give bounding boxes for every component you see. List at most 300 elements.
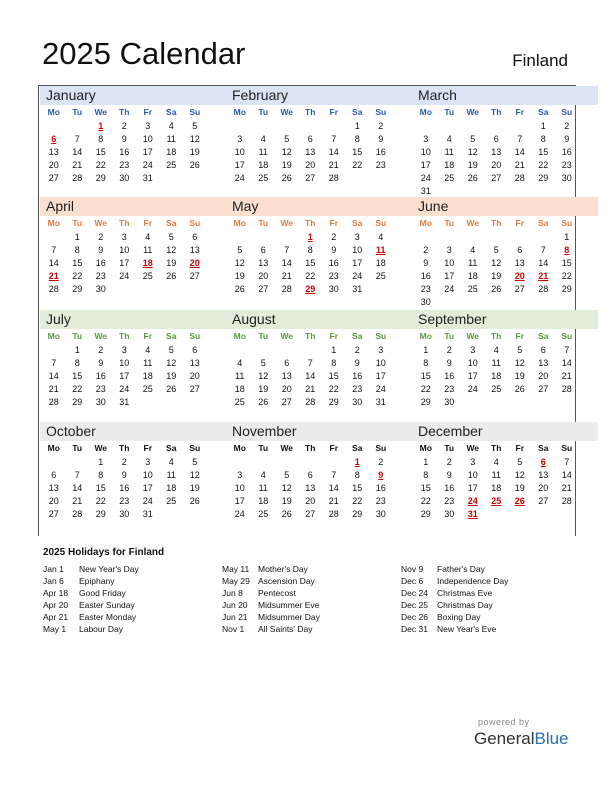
weekday-label: Tu xyxy=(258,218,269,228)
weekday-label: Th xyxy=(119,331,130,341)
day-grid xyxy=(226,344,412,409)
holiday-date: Jun 21 xyxy=(222,612,248,622)
empty-cell xyxy=(275,344,299,357)
empty-cell xyxy=(42,231,66,244)
page-title: 2025 Calendar xyxy=(42,36,246,71)
month-title: January xyxy=(40,86,226,105)
day-cell: 5 xyxy=(470,134,476,144)
weekday-label: Mo xyxy=(47,331,60,341)
day-cell: 13 xyxy=(281,371,292,381)
day-cell: 13 xyxy=(189,358,200,368)
holiday-name: Pentecost xyxy=(258,588,296,598)
day-cell: 20 xyxy=(258,271,269,281)
day-cell: 3 xyxy=(470,457,476,467)
day-cell: 5 xyxy=(168,345,174,355)
day-cell: 10 xyxy=(119,245,130,255)
day-cell: 9 xyxy=(564,134,570,144)
weekday-label: Tu xyxy=(444,331,455,341)
holiday-row xyxy=(401,623,508,635)
day-cell: 14 xyxy=(72,147,83,157)
holiday-date: Apr 20 xyxy=(43,600,69,610)
empty-cell xyxy=(42,120,66,133)
weekday-label: Su xyxy=(561,218,573,228)
weekday-label: Mo xyxy=(47,107,60,117)
weekday-label: Tu xyxy=(72,107,83,117)
day-cell: 15 xyxy=(420,371,431,381)
day-cell: 31 xyxy=(142,173,153,183)
day-cell: 25 xyxy=(444,173,455,183)
day-cell: 17 xyxy=(420,160,431,170)
day-cell: 17 xyxy=(119,371,130,381)
day-cell: 31 xyxy=(420,186,431,196)
day-cell: 21 xyxy=(72,160,83,170)
day-grid xyxy=(412,456,598,521)
day-cell: 18 xyxy=(234,384,245,394)
weekday-label: Th xyxy=(305,443,316,453)
weekday-label: Fr xyxy=(143,107,152,117)
holiday-name: Father's Day xyxy=(437,564,485,574)
day-grid xyxy=(412,344,598,409)
weekday-label: We xyxy=(466,107,480,117)
day-cell: 18 xyxy=(142,371,153,381)
holiday-date: May 1 xyxy=(43,624,67,634)
day-cell: 19 xyxy=(514,483,525,493)
day-cell: 17 xyxy=(119,258,130,268)
day-cell: 2 xyxy=(98,345,104,355)
day-cell: 27 xyxy=(538,384,549,394)
day-cell: 16 xyxy=(352,371,363,381)
month-june xyxy=(412,197,598,309)
day-cell: 12 xyxy=(166,245,177,255)
day-cell: 17 xyxy=(444,271,455,281)
day-cell: 25 xyxy=(375,271,386,281)
day-cell: 17 xyxy=(234,496,245,506)
holiday-row xyxy=(401,599,508,611)
holiday-row xyxy=(222,587,320,599)
holiday-name: New Year's Day xyxy=(79,564,139,574)
day-cell: 12 xyxy=(234,258,245,268)
day-cell: 22 xyxy=(95,160,106,170)
holiday-row xyxy=(43,611,139,623)
day-cell: 15 xyxy=(72,371,83,381)
day-cell: 13 xyxy=(538,358,549,368)
day-cell: 28 xyxy=(72,509,83,519)
holidays-column xyxy=(401,563,508,635)
month-title: December xyxy=(412,422,598,441)
weekday-label: Sa xyxy=(166,218,177,228)
day-cell: 3 xyxy=(378,345,384,355)
day-cell: 17 xyxy=(142,483,153,493)
day-cell: 12 xyxy=(491,258,502,268)
day-cell: 20 xyxy=(538,371,549,381)
weekday-header xyxy=(40,216,226,231)
day-cell: 1 xyxy=(564,232,570,242)
day-cell: 8 xyxy=(98,134,104,144)
day-cell: 21 xyxy=(328,160,339,170)
day-cell: 2 xyxy=(423,245,429,255)
day-cell: 5 xyxy=(192,121,198,131)
weekday-label: Su xyxy=(189,443,201,453)
day-cell: 6 xyxy=(192,345,198,355)
day-cell: 3 xyxy=(145,457,151,467)
day-cell: 7 xyxy=(51,245,57,255)
day-cell: 5 xyxy=(284,134,290,144)
day-cell: 1 xyxy=(74,232,80,242)
weekday-label: Fr xyxy=(329,218,338,228)
day-cell: 28 xyxy=(538,284,549,294)
day-cell: 21 xyxy=(72,496,83,506)
weekday-label: Mo xyxy=(233,331,246,341)
day-cell: 20 xyxy=(491,160,502,170)
day-cell: 1 xyxy=(354,457,360,467)
day-cell: 29 xyxy=(95,173,106,183)
weekday-label: Tu xyxy=(444,107,455,117)
day-cell: 18 xyxy=(491,371,502,381)
day-cell: 25 xyxy=(467,284,478,294)
day-cell: 30 xyxy=(444,509,455,519)
holiday-row xyxy=(222,563,320,575)
day-cell: 19 xyxy=(467,160,478,170)
day-cell: 23 xyxy=(375,160,386,170)
day-cell: 10 xyxy=(352,245,363,255)
day-cell: 9 xyxy=(446,470,452,480)
day-cell: 5 xyxy=(493,245,499,255)
weekday-label: Tu xyxy=(258,107,269,117)
day-cell: 6 xyxy=(284,358,290,368)
day-cell: 24 xyxy=(444,284,455,294)
holiday-row xyxy=(43,563,139,575)
month-title: November xyxy=(226,422,412,441)
day-cell: 21 xyxy=(48,271,59,281)
day-cell: 7 xyxy=(517,134,523,144)
day-cell: 7 xyxy=(51,358,57,368)
day-cell: 20 xyxy=(514,271,525,281)
weekday-label: We xyxy=(466,443,480,453)
day-cell: 6 xyxy=(540,345,546,355)
day-cell: 22 xyxy=(72,384,83,394)
day-cell: 3 xyxy=(121,232,127,242)
brand-logo[interactable] xyxy=(474,729,569,749)
weekday-label: Su xyxy=(375,218,387,228)
day-cell: 29 xyxy=(95,509,106,519)
day-cell: 2 xyxy=(446,457,452,467)
weekday-label: Fr xyxy=(515,331,524,341)
day-cell: 23 xyxy=(420,284,431,294)
month-january xyxy=(40,86,226,185)
day-cell: 26 xyxy=(281,509,292,519)
weekday-label: Su xyxy=(561,331,573,341)
empty-cell xyxy=(299,456,323,469)
weekday-label: Su xyxy=(561,443,573,453)
day-cell: 9 xyxy=(331,245,337,255)
empty-cell xyxy=(228,231,252,244)
day-cell: 29 xyxy=(420,509,431,519)
month-september xyxy=(412,310,598,409)
day-grid xyxy=(40,456,226,521)
day-cell: 4 xyxy=(493,457,499,467)
day-cell: 18 xyxy=(467,271,478,281)
day-cell: 26 xyxy=(258,397,269,407)
day-cell: 27 xyxy=(189,271,200,281)
day-cell: 17 xyxy=(142,147,153,157)
powered-by: powered by xyxy=(478,717,530,727)
weekday-label: Su xyxy=(189,218,201,228)
day-cell: 26 xyxy=(467,173,478,183)
empty-cell xyxy=(42,456,66,469)
weekday-label: Mo xyxy=(47,218,60,228)
day-grid xyxy=(226,120,412,185)
day-cell: 30 xyxy=(119,509,130,519)
empty-cell xyxy=(275,120,299,133)
day-cell: 11 xyxy=(166,134,176,144)
day-cell: 1 xyxy=(540,121,546,131)
day-cell: 17 xyxy=(352,258,363,268)
day-cell: 8 xyxy=(540,134,546,144)
day-cell: 10 xyxy=(119,358,130,368)
day-cell: 1 xyxy=(423,345,429,355)
weekday-header xyxy=(412,216,598,231)
day-cell: 14 xyxy=(72,483,83,493)
day-cell: 14 xyxy=(305,371,316,381)
day-cell: 27 xyxy=(514,284,525,294)
day-cell: 11 xyxy=(468,258,478,268)
day-cell: 10 xyxy=(234,147,245,157)
weekday-label: Mo xyxy=(419,218,432,228)
month-title: May xyxy=(226,197,412,216)
holiday-name: Easter Sunday xyxy=(79,600,135,610)
day-cell: 14 xyxy=(328,483,339,493)
day-cell: 6 xyxy=(192,232,198,242)
weekday-header xyxy=(412,105,598,120)
day-cell: 1 xyxy=(331,345,337,355)
weekday-label: Th xyxy=(491,443,502,453)
weekday-label: Su xyxy=(375,107,387,117)
day-cell: 30 xyxy=(328,284,339,294)
day-cell: 28 xyxy=(305,397,316,407)
day-cell: 20 xyxy=(281,384,292,394)
holiday-name: Epiphany xyxy=(79,576,115,586)
day-grid xyxy=(40,120,226,185)
day-cell: 11 xyxy=(444,147,454,157)
day-cell: 4 xyxy=(168,457,174,467)
day-cell: 1 xyxy=(98,457,104,467)
day-cell: 7 xyxy=(331,134,337,144)
day-cell: 11 xyxy=(235,371,245,381)
day-cell: 2 xyxy=(331,232,337,242)
day-cell: 25 xyxy=(234,397,245,407)
day-cell: 15 xyxy=(305,258,316,268)
day-cell: 30 xyxy=(561,173,572,183)
day-cell: 7 xyxy=(74,134,80,144)
day-cell: 15 xyxy=(420,483,431,493)
day-grid xyxy=(412,231,598,309)
weekday-label: Th xyxy=(119,443,130,453)
day-cell: 12 xyxy=(514,470,525,480)
day-cell: 17 xyxy=(375,371,386,381)
day-cell: 7 xyxy=(540,245,546,255)
month-december xyxy=(412,422,598,521)
weekday-label: We xyxy=(280,218,294,228)
day-cell: 24 xyxy=(119,271,130,281)
day-cell: 31 xyxy=(119,397,130,407)
holiday-date: Nov 9 xyxy=(401,564,424,574)
holiday-date: Dec 24 xyxy=(401,588,428,598)
day-cell: 19 xyxy=(281,160,292,170)
empty-cell xyxy=(485,120,509,133)
day-cell: 9 xyxy=(98,358,104,368)
day-cell: 8 xyxy=(74,245,80,255)
day-cell: 7 xyxy=(284,245,290,255)
day-cell: 15 xyxy=(95,483,106,493)
weekday-label: Th xyxy=(305,107,316,117)
day-cell: 14 xyxy=(538,258,549,268)
day-grid xyxy=(40,344,226,409)
holiday-date: May 29 xyxy=(222,576,250,586)
day-cell: 24 xyxy=(119,384,130,394)
day-cell: 26 xyxy=(189,496,200,506)
day-cell: 8 xyxy=(423,358,429,368)
weekday-label: We xyxy=(280,331,294,341)
day-cell: 8 xyxy=(354,134,360,144)
day-cell: 11 xyxy=(143,358,153,368)
day-cell: 29 xyxy=(72,397,83,407)
day-cell: 20 xyxy=(538,483,549,493)
day-cell: 29 xyxy=(352,509,363,519)
holiday-date: Dec 25 xyxy=(401,600,428,610)
day-cell: 12 xyxy=(281,483,292,493)
day-cell: 27 xyxy=(189,384,200,394)
month-may xyxy=(226,197,412,296)
weekday-label: Su xyxy=(189,107,201,117)
day-cell: 3 xyxy=(237,470,243,480)
day-cell: 10 xyxy=(142,470,153,480)
weekday-label: Fr xyxy=(329,443,338,453)
weekday-label: Sa xyxy=(538,443,549,453)
holiday-name: Mother's Day xyxy=(258,564,308,574)
day-cell: 26 xyxy=(166,271,177,281)
weekday-label: Th xyxy=(491,107,502,117)
weekday-label: Fr xyxy=(329,107,338,117)
day-cell: 14 xyxy=(328,147,339,157)
day-cell: 9 xyxy=(378,134,384,144)
day-cell: 24 xyxy=(142,160,153,170)
empty-cell xyxy=(322,456,346,469)
day-cell: 23 xyxy=(561,160,572,170)
day-cell: 28 xyxy=(514,173,525,183)
weekday-header xyxy=(40,441,226,456)
weekday-label: Sa xyxy=(166,443,177,453)
day-cell: 24 xyxy=(234,509,245,519)
day-cell: 10 xyxy=(467,470,478,480)
weekday-label: Mo xyxy=(419,107,432,117)
holiday-row xyxy=(401,611,508,623)
weekday-label: Sa xyxy=(352,443,363,453)
empty-cell xyxy=(275,456,299,469)
day-cell: 26 xyxy=(281,173,292,183)
holiday-date: Dec 26 xyxy=(401,612,428,622)
day-cell: 22 xyxy=(538,160,549,170)
day-cell: 19 xyxy=(514,371,525,381)
day-cell: 21 xyxy=(305,384,316,394)
weekday-label: We xyxy=(94,218,108,228)
day-cell: 30 xyxy=(119,173,130,183)
day-cell: 13 xyxy=(305,147,316,157)
day-cell: 22 xyxy=(328,384,339,394)
weekday-label: Tu xyxy=(72,443,83,453)
day-cell: 26 xyxy=(234,284,245,294)
month-title: April xyxy=(40,197,226,216)
empty-cell xyxy=(252,344,276,357)
holiday-date: Dec 31 xyxy=(401,624,428,634)
day-cell: 6 xyxy=(260,245,266,255)
day-cell: 9 xyxy=(121,470,127,480)
day-cell: 21 xyxy=(48,384,59,394)
day-cell: 21 xyxy=(561,483,572,493)
day-cell: 27 xyxy=(48,173,59,183)
day-cell: 24 xyxy=(352,271,363,281)
day-cell: 16 xyxy=(95,258,106,268)
weekday-label: Sa xyxy=(538,107,549,117)
weekday-label: We xyxy=(280,443,294,453)
weekday-label: Fr xyxy=(515,218,524,228)
day-cell: 30 xyxy=(375,509,386,519)
weekday-label: Th xyxy=(305,218,316,228)
weekday-label: Mo xyxy=(233,443,246,453)
empty-cell xyxy=(438,231,462,244)
day-cell: 19 xyxy=(166,371,177,381)
day-cell: 25 xyxy=(258,509,269,519)
holiday-row xyxy=(222,623,320,635)
month-title: June xyxy=(412,197,598,216)
day-cell: 22 xyxy=(352,160,363,170)
empty-cell xyxy=(42,344,66,357)
holiday-row xyxy=(43,623,139,635)
day-cell: 4 xyxy=(145,232,151,242)
day-cell: 2 xyxy=(564,121,570,131)
day-cell: 6 xyxy=(307,470,313,480)
day-cell: 23 xyxy=(119,160,130,170)
weekday-label: We xyxy=(280,107,294,117)
weekday-label: Fr xyxy=(143,218,152,228)
day-cell: 23 xyxy=(119,496,130,506)
day-cell: 20 xyxy=(305,160,316,170)
day-cell: 2 xyxy=(121,121,127,131)
weekday-label: Tu xyxy=(258,331,269,341)
holiday-name: Christmas Day xyxy=(437,600,493,610)
holiday-date: Jun 8 xyxy=(222,588,243,598)
day-grid xyxy=(40,231,226,296)
day-cell: 4 xyxy=(260,470,266,480)
day-cell: 3 xyxy=(423,134,429,144)
day-cell: 11 xyxy=(491,470,501,480)
day-cell: 23 xyxy=(95,271,106,281)
day-cell: 10 xyxy=(142,134,153,144)
day-cell: 31 xyxy=(467,509,478,519)
day-cell: 5 xyxy=(192,457,198,467)
day-cell: 14 xyxy=(281,258,292,268)
holiday-row xyxy=(43,587,139,599)
day-cell: 28 xyxy=(48,284,59,294)
day-cell: 25 xyxy=(166,496,177,506)
holidays-column xyxy=(43,563,139,635)
month-october xyxy=(40,422,226,521)
weekday-label: Sa xyxy=(538,218,549,228)
empty-cell xyxy=(228,456,252,469)
day-cell: 26 xyxy=(491,284,502,294)
day-cell: 29 xyxy=(72,284,83,294)
month-april xyxy=(40,197,226,296)
day-cell: 13 xyxy=(48,483,59,493)
